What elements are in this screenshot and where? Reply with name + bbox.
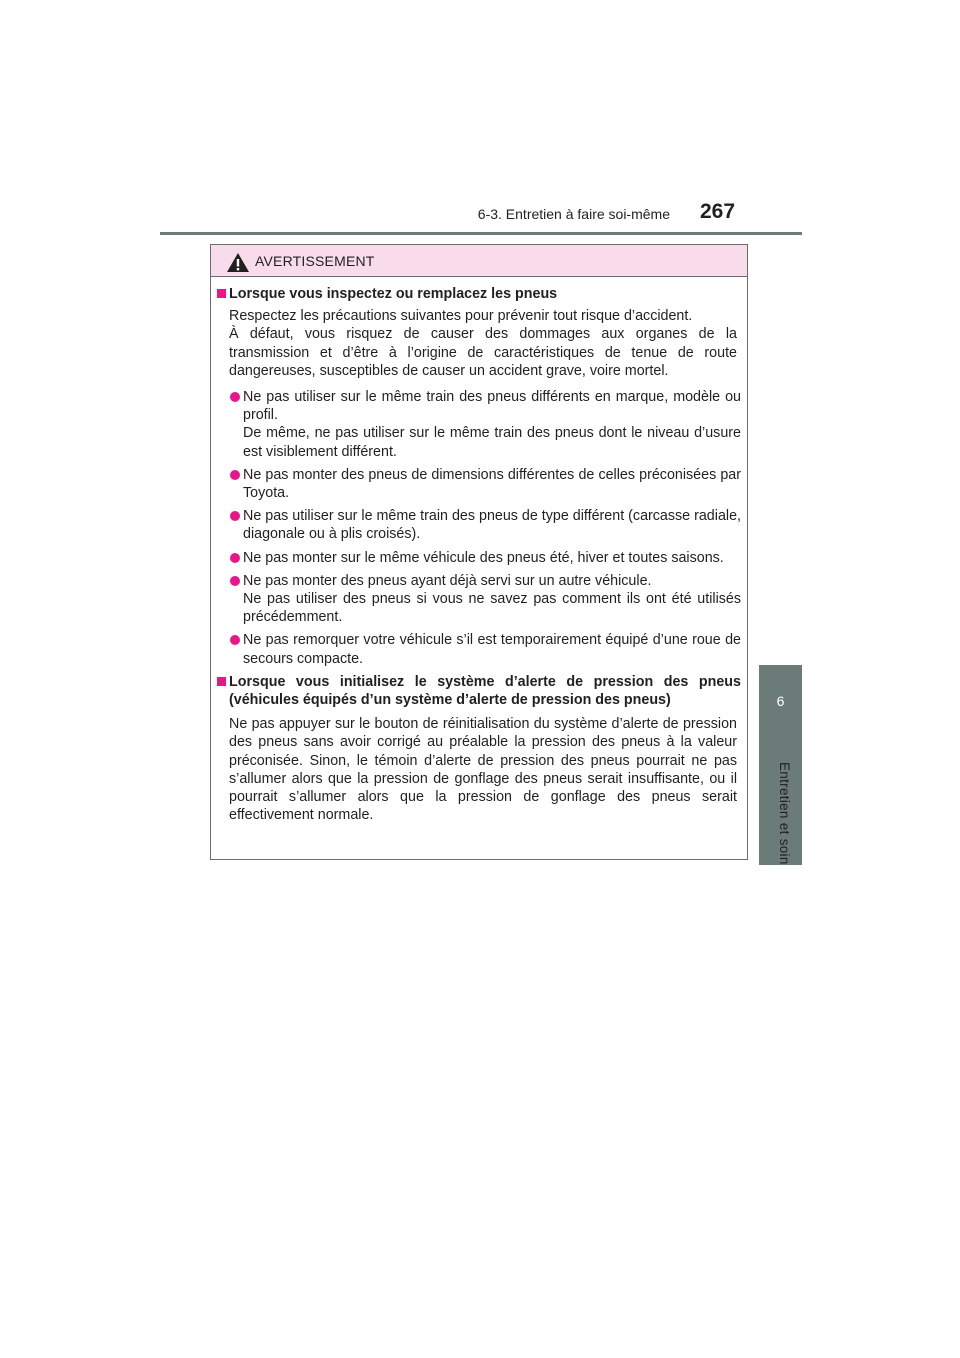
bullet-item — [229, 631, 741, 667]
page-number: 267 — [700, 200, 736, 223]
chapter-tab-label: Entretien et soin — [777, 762, 792, 865]
header-rule — [160, 232, 802, 235]
bullet-text: De même, ne pas utiliser sur le même train des pneus dont le niveau d’usure est visiblement différent. — [243, 425, 741, 460]
section-paragraph: À défaut, vous risquez de causer des dommages aux organes de la transmission et d’être à l’origine de caractéristiques de tenue de route dangereuses, susceptibles de causer un accident grave, voire mortel. — [229, 326, 737, 379]
warning-body — [217, 285, 741, 824]
section-heading: Lorsque vous inspectez ou remplacez les pneus — [229, 286, 558, 302]
bullet-text: Ne pas monter sur le même véhicule des pneus été, hiver et toutes saisons. — [243, 549, 724, 566]
section-title: 6-3. Entretien à faire soi-même — [477, 206, 670, 222]
section-square-icon — [217, 677, 226, 686]
bullet-item — [229, 466, 741, 502]
warning-section-tpms — [217, 673, 741, 825]
bullet-text: Ne pas monter des pneus de dimensions différentes de celles préconisées par Toyota. — [243, 466, 741, 502]
warning-header — [211, 245, 747, 277]
bullet-text: Ne pas utiliser sur le même train des pneus de type différent (carcasse radiale, diagonale ou à plis croisés). — [243, 508, 741, 543]
bullet-text: Ne pas monter des pneus ayant déjà servi sur un autre véhicule. — [243, 572, 652, 589]
bullet-text: Ne pas remorquer votre véhicule s’il est temporairement équipé d’une roue de secours compacte. — [243, 632, 741, 667]
section-paragraph: Ne pas appuyer sur le bouton de réinitialisation du système d’alerte de pression des pneus sans avoir corrigé au préalable la pression des pneus à la valeur préconisée. Sinon, le témoin d’alerte de pression des pneus pourrait ne pas s’allumer alors que la pression de gonflage des pneus serait insuffisante, ou il pourrait s’allumer alors que la pression de gonflage des pneus serait effectivement normale. — [229, 716, 737, 824]
warning-title: AVERTISSEMENT — [255, 253, 375, 269]
bullet-item — [229, 572, 741, 627]
bullet-icon — [230, 553, 240, 563]
warning-triangle-icon — [226, 252, 250, 273]
bullet-icon — [230, 470, 240, 480]
section-paragraph: Respectez les précautions suivantes pour prévenir tout risque d’accident. — [229, 308, 693, 325]
section-heading: Lorsque vous initialisez le système d’alerte de pression des pneus (véhicules équipés d’un système d’alerte de pression des pneus) — [229, 673, 741, 709]
bullet-item — [229, 549, 741, 567]
bullet-icon — [230, 576, 240, 586]
bullet-text: Ne pas utiliser des pneus si vous ne savez pas comment ils ont été utilisés précédemment. — [243, 591, 741, 626]
section-square-icon — [217, 289, 226, 298]
bullet-icon — [230, 392, 240, 402]
bullet-icon — [230, 511, 240, 521]
warning-box — [210, 244, 748, 860]
bullet-item — [229, 388, 741, 461]
bullet-item — [229, 507, 741, 543]
chapter-tab-number: 6 — [776, 693, 785, 709]
bullet-text: Ne pas utiliser sur le même train des pneus différents en marque, modèle ou profil. — [243, 389, 741, 424]
bullet-icon — [230, 635, 240, 645]
warning-section-tires — [217, 285, 741, 668]
